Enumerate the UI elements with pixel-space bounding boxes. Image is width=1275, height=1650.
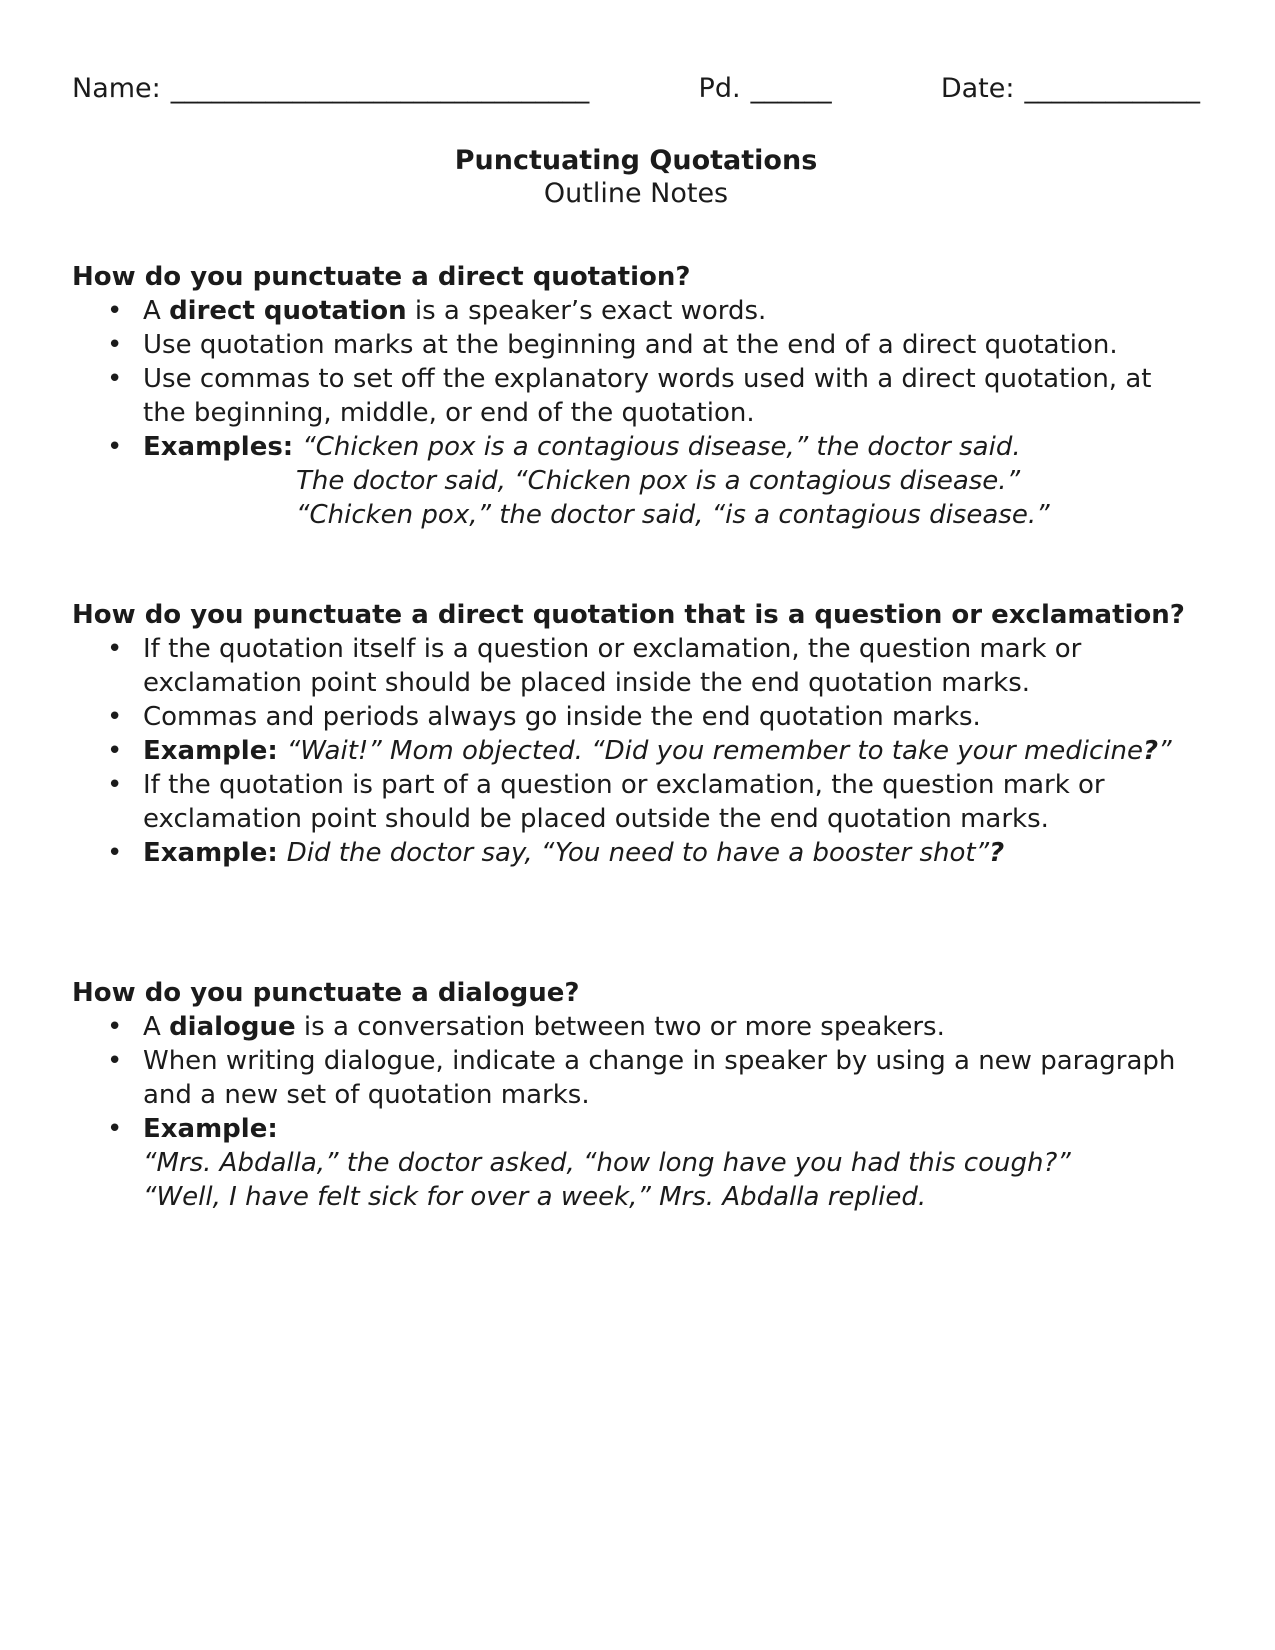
page-subtitle: Outline Notes (543, 178, 729, 209)
bullet-item (72, 294, 1200, 328)
line-text: Example: Did the doctor say, “You need to have a booster shot”? (143, 838, 1005, 868)
bullet-marker: • (107, 838, 123, 868)
bullet-item (72, 700, 1200, 734)
line-text: Example: “Wait!” Mom objected. “Did you remember to take your medicine?” (143, 736, 1172, 766)
bullet-item (72, 362, 1200, 430)
line-text: A dialogue is a conversation between two or more speakers. (143, 1012, 945, 1042)
bullet-item (72, 430, 1200, 464)
line-text: If the quotation is part of a question or exclamation, the question mark or exclamation point should be placed outside the end quotation marks. (143, 770, 1105, 834)
line-text: Use commas to set off the explanatory words used with a direct quotation, at the beginning, middle, or end of the quotation. (143, 364, 1152, 428)
bullet-item (72, 328, 1200, 362)
bullet-marker: • (107, 330, 123, 360)
bullet-item (72, 836, 1200, 870)
section-2 (72, 598, 1200, 870)
line-text: “Well, I have felt sick for over a week,” Mrs. Abdalla replied. (143, 1182, 927, 1212)
example-line (72, 1180, 1200, 1214)
section-heading: How do you punctuate a direct quotation? (72, 262, 691, 292)
bullet-marker: • (107, 1114, 123, 1144)
name-blank-line: _______________________________ (170, 73, 590, 104)
section-heading: How do you punctuate a dialogue? (72, 978, 580, 1008)
bullet-marker: • (107, 770, 123, 800)
bullet-marker: • (107, 702, 123, 732)
bullet-item (72, 734, 1200, 768)
period-field-group (699, 72, 832, 106)
name-label: Name: (72, 73, 161, 104)
line-text: If the quotation itself is a question or exclamation, the question mark or exclamation point should be placed inside the end quotation marks. (143, 634, 1082, 698)
bullet-marker: • (107, 296, 123, 326)
bullet-item (72, 1010, 1200, 1044)
line-text: Use quotation marks at the beginning and at the end of a direct quotation. (143, 330, 1118, 360)
line-text: Commas and periods always go inside the end quotation marks. (143, 702, 981, 732)
date-blank-line: _____________ (1024, 73, 1200, 104)
line-text: “Mrs. Abdalla,” the doctor asked, “how long have you had this cough?” (143, 1148, 1071, 1178)
bullet-item (72, 1044, 1200, 1112)
name-pd-date-header (72, 72, 1200, 106)
bullet-marker: • (107, 1012, 123, 1042)
period-blank-line: ______ (750, 73, 832, 104)
bullet-marker: • (107, 432, 123, 462)
example-line (72, 498, 1200, 532)
example-line (72, 1146, 1200, 1180)
bullet-marker: • (107, 1046, 123, 1076)
line-text: Example: (143, 1114, 278, 1144)
line-text: Examples: “Chicken pox is a contagious disease,” the doctor said. (143, 432, 1021, 462)
section-3 (72, 976, 1200, 1214)
bullet-item (72, 768, 1200, 836)
example-line (72, 464, 1200, 498)
bullet-item (72, 632, 1200, 700)
bullet-marker: • (107, 364, 123, 394)
sections-container (72, 260, 1200, 1214)
page-title: Punctuating Quotations (454, 145, 818, 176)
name-field-group (72, 72, 589, 106)
line-text: The doctor said, “Chicken pox is a contagious disease.” (296, 466, 1021, 496)
line-text: When writing dialogue, indicate a change in speaker by using a new paragraph and a new set of quotation marks. (143, 1046, 1176, 1110)
line-text: A direct quotation is a speaker’s exact words. (143, 296, 767, 326)
date-field-group (941, 72, 1200, 106)
bullet-marker: • (107, 634, 123, 664)
period-label: Pd. (698, 73, 741, 104)
bullet-item (72, 1112, 1200, 1146)
section-1 (72, 260, 1200, 532)
bullet-marker: • (107, 736, 123, 766)
line-text: “Chicken pox,” the doctor said, “is a contagious disease.” (296, 500, 1050, 530)
section-heading: How do you punctuate a direct quotation that is a question or exclamation? (72, 600, 1185, 630)
date-label: Date: (940, 73, 1015, 104)
